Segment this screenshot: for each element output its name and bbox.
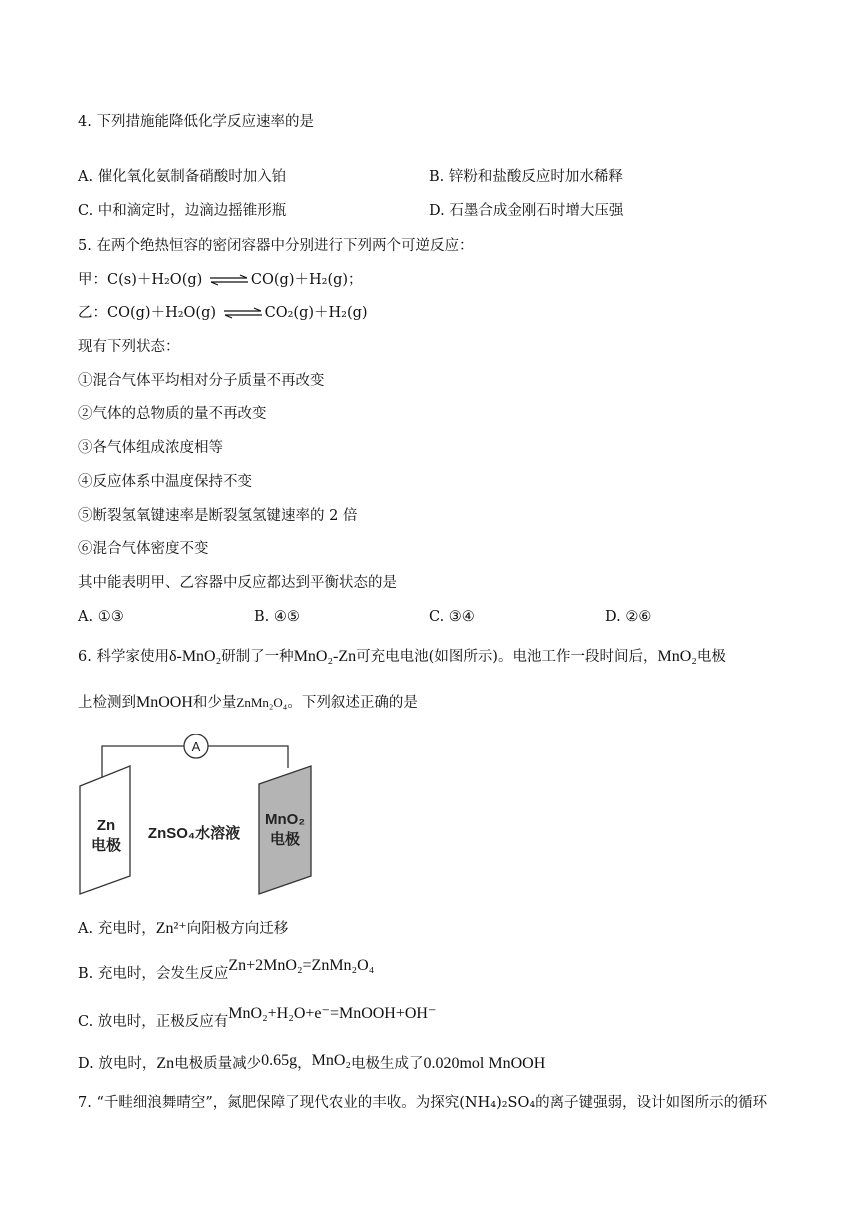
text: A. 充电时，	[78, 921, 156, 937]
formula-znmn2o4: ZnMn₂O₄	[236, 695, 288, 710]
formula-charge-reaction: Zn+2MnO₂=ZnMn₂O₄	[228, 957, 375, 974]
text: 电极质量减少	[174, 1056, 262, 1072]
formula-mno2-zn: MnO₂-Zn	[293, 648, 357, 665]
text: 向阳极方向迁移	[186, 921, 289, 937]
text: ，	[297, 1056, 312, 1072]
ammeter-label: A	[191, 739, 201, 754]
q5-reaction-yi	[78, 303, 368, 323]
text: 电极	[696, 649, 726, 665]
q5-state-2: ②气体的总物质的量不再改变	[78, 406, 267, 422]
q5-option-b: B. ④⑤	[254, 609, 300, 625]
text: C. 放电时，正极反应有	[78, 1014, 229, 1030]
text: 和少量	[192, 695, 237, 711]
zn-electrode-label: 电极	[90, 837, 122, 854]
formula-zn: Zn	[156, 1055, 175, 1072]
q5-option-d: D. ②⑥	[605, 609, 652, 625]
q5-reaction-jia	[78, 270, 363, 290]
q5-option-c: C. ③④	[429, 609, 475, 625]
formula-zn-ion: Zn²⁺	[155, 920, 187, 937]
text: 6. 科学家使用	[78, 649, 169, 665]
text: B. 充电时，会发生反应	[78, 966, 229, 982]
q6-stem-line-2	[78, 693, 418, 713]
q5-ask: 其中能表明甲、乙容器中反应都达到平衡状态的是	[78, 575, 397, 591]
mno2-electrode	[259, 766, 311, 894]
q6-option-d	[78, 1054, 545, 1074]
reaction-left: C(s)＋H₂O(g)	[107, 272, 203, 288]
q4-option-a: A. 催化氧化氨制备硝酸时加入铂	[78, 169, 287, 185]
q6-option-a	[78, 919, 288, 939]
mno2-electrode-label: 电极	[269, 831, 301, 848]
formula-mnooh: MnOOH	[136, 694, 193, 711]
text: 上检测到	[78, 695, 136, 711]
text: 研制了一种	[221, 649, 294, 665]
q6-option-b	[78, 957, 375, 984]
battery-diagram	[78, 734, 318, 896]
text: 可充电电池(如图所示)。电池工作一段时间后，	[356, 649, 658, 665]
formula-mno2: MnO₂	[311, 1052, 351, 1069]
q4-option-b: B. 锌粉和盐酸反应时加水稀释	[429, 169, 623, 185]
reaction-left: CO(g)＋H₂O(g)	[107, 305, 217, 321]
q6-stem-line-1	[78, 647, 726, 667]
text: D. 放电时，	[78, 1056, 157, 1072]
q4-option-d: D. 石墨合成金刚石时增大压强	[429, 203, 624, 219]
mno2-electrode-label: MnO₂	[265, 811, 305, 828]
q5-stem: 5. 在两个绝热恒容的密闭容器中分别进行下列两个可逆反应：	[78, 238, 474, 254]
q5-state-3: ③各气体组成浓度相等	[78, 440, 223, 456]
reaction-right: CO₂(g)＋H₂(g)	[264, 305, 368, 321]
reaction-label: 甲：	[78, 272, 107, 288]
q5-option-a: A. ①③	[78, 609, 124, 625]
reaction-right: CO(g)＋H₂(g)；	[250, 272, 363, 288]
text: 电极生成了	[350, 1056, 424, 1072]
zn-electrode-label: Zn	[96, 817, 116, 834]
formula-mass: 0.65g	[261, 1052, 298, 1069]
q5-state-4: ④反应体系中温度保持不变	[78, 474, 252, 490]
circuit-wire	[208, 746, 288, 768]
q5-state-1: ①混合气体平均相对分子质量不再改变	[78, 373, 325, 389]
q6-option-c	[78, 1005, 437, 1032]
text: 。下列叙述正确的是	[287, 695, 418, 711]
reaction-label: 乙：	[78, 305, 107, 321]
q5-state-6: ⑥混合气体密度不变	[78, 541, 209, 557]
formula-positive-electrode: MnO₂+H₂O+e⁻=MnOOH+OH⁻	[228, 1005, 437, 1022]
q7-stem: 7. “千畦细浪舞晴空”，氮肥保障了现代农业的丰收。为探究(NH₄)₂SO₄的离子键强弱，设计如图所示的循环	[78, 1095, 768, 1111]
q4-stem: 4. 下列措施能降低化学反应速率的是	[78, 114, 314, 130]
solution-label: ZnSO₄水溶液	[147, 825, 241, 842]
formula-mno2: MnO₂	[657, 648, 697, 665]
q5-intro: 现有下列状态：	[78, 339, 180, 355]
equilibrium-arrows-icon	[209, 274, 249, 286]
formula-mnooh-amount: 0.020mol MnOOH	[423, 1055, 546, 1072]
q5-state-5: ⑤断裂氢氧键速率是断裂氢氢键速率的 2 倍	[78, 508, 358, 524]
q4-option-c: C. 中和滴定时，边滴边摇锥形瓶	[78, 203, 287, 219]
equilibrium-arrows-icon	[223, 307, 263, 319]
formula-delta-mno2: δ-MnO₂	[168, 648, 222, 665]
